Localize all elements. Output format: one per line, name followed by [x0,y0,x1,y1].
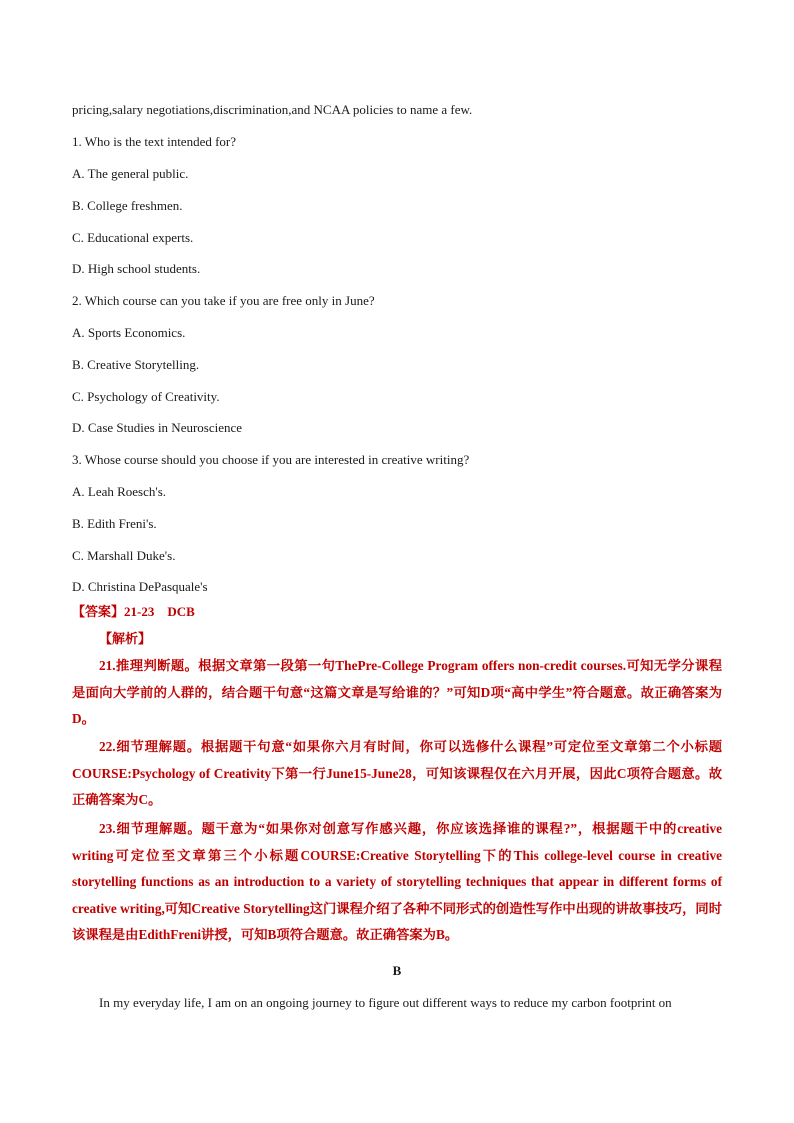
explanation-22: 22.细节理解题。根据题干句意“如果你六月有时间，你可以选修什么课程”可定位至文章第二个小标题COURSE:Psychology of Creativity下第一行June15-June28，可知该课程仅在六月开展，因此C项符合题意。故正确答案为C。 [72,739,722,807]
question-2-option-c: C. Psychology of Creativity. [72,389,220,404]
section-b-heading: B [392,963,402,978]
question-1-option-b: B. College freshmen. [72,198,183,213]
question-1-option-c: C. Educational experts. [72,230,194,245]
question-3-option-b: B. Edith Freni's. [72,516,157,531]
question-2-option-a: A. Sports Economics. [72,325,186,340]
question-3-option-a: A. Leah Roesch's. [72,484,167,499]
question-3-option-d: D. Christina DePasquale's [72,579,208,594]
analysis-label: 【解析】 [99,631,152,646]
question-3-stem: 3. Whose course should you choose if you are interested in creative writing? [72,452,470,467]
question-1-option-d: D. High school students. [72,261,201,276]
question-2-option-d: D. Case Studies in Neuroscience [72,420,243,435]
question-2-option-b: B. Creative Storytelling. [72,357,200,372]
explanation-21: 21.推理判断题。根据文章第一段第一句ThePre-College Program offers non-credit courses.可知无学分课程是面向大学前的人群的，结合题干句意“这篇文章是写给谁的？”可知D项“高中学生”符合题意。故正确答案为D。 [72,658,722,726]
question-3-option-c: C. Marshall Duke's. [72,548,176,563]
question-1-option-a: A. The general public. [72,166,189,181]
question-1-stem: 1. Who is the text intended for? [72,134,237,149]
answer-key: 【答案】21-23 DCB [72,604,195,619]
section-b-first-line: In my everyday life, I am on an ongoing journey to figure out different ways to reduce my carbon footprint on [99,995,672,1010]
explanation-23: 23.细节理解题。题干意为“如果你对创意写作感兴趣，你应该选择谁的课程?”，根据题干中的creative writing可定位至文章第三个小标题COURSE:Creative Storytelling下的This college-level course in creative storytelling functions as an introduction to a variety of storytelling techniques that appear in different forms of creative writing,可知Creative Storytelling这门课程介绍了各种不同形式的创造性写作中出现的讲故事技巧，同时该课程是由EdithFreni讲授，可知B项符合题意。故正确答案为B。 [72,821,722,942]
question-2-stem: 2. Which course can you take if you are free only in June? [72,293,375,308]
passage-continuation: pricing,salary negotiations,discrimination,and NCAA policies to name a few. [72,102,473,117]
